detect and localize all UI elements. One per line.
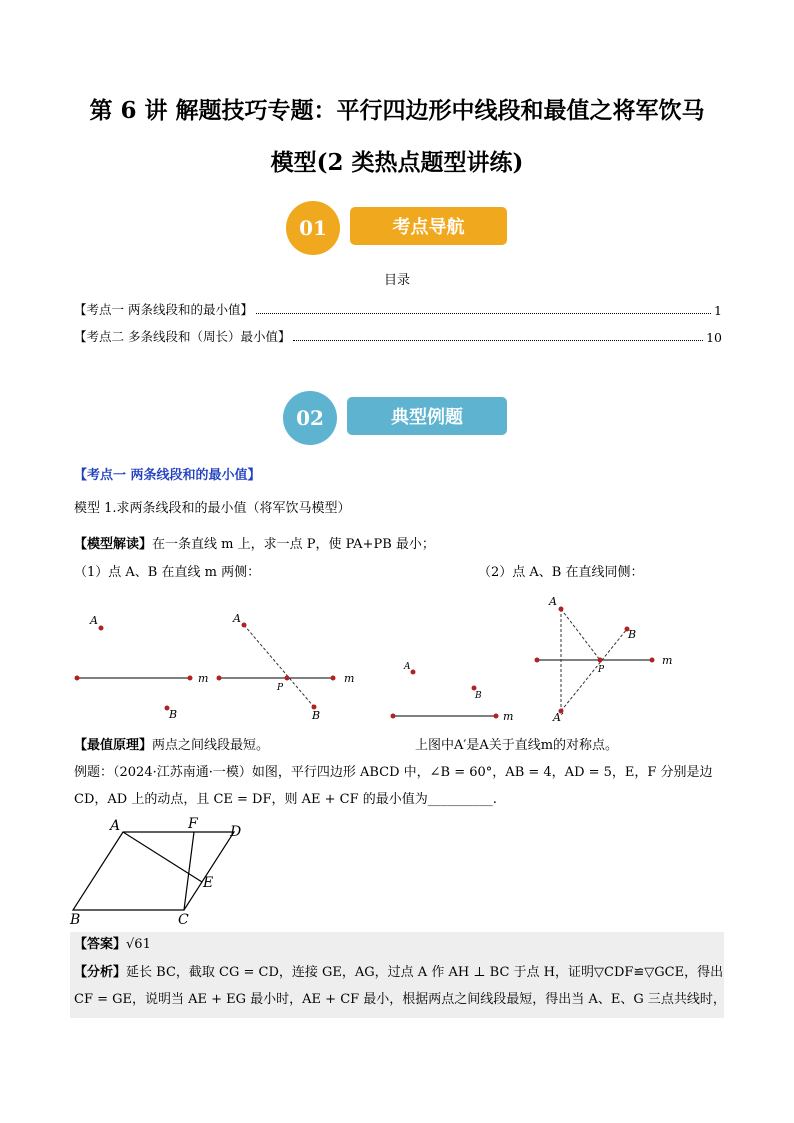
- model-description: [74, 536, 435, 554]
- toc-item-2[interactable]: [74, 327, 722, 345]
- label-a: A: [549, 595, 557, 608]
- toc-item-1-page: 1: [714, 303, 722, 318]
- point-dot: [331, 676, 336, 681]
- toc-item-2-label: 【考点二 多条线段和（周长）最小值】: [74, 329, 291, 344]
- diagram-case1-a: [75, 614, 209, 721]
- principle-note: 上图中A′是A关于直线m的对称点。: [415, 738, 619, 753]
- label-e: E: [203, 875, 214, 891]
- label-b: B: [475, 691, 482, 701]
- label-b: B: [169, 708, 178, 721]
- point-dot: [217, 676, 222, 681]
- label-b: B: [628, 628, 637, 641]
- case2-label: （2）点 A、B 在直线同侧：: [478, 565, 644, 580]
- label-a: A: [110, 818, 121, 834]
- toc-item-1[interactable]: [74, 300, 722, 318]
- label-a: A: [233, 612, 241, 625]
- principle-label: 【最值原理】: [74, 738, 153, 753]
- label-b: B: [312, 709, 321, 722]
- parallelogram-abcd: [73, 832, 234, 910]
- point-dot: [188, 676, 193, 681]
- label-d: D: [230, 824, 242, 840]
- diagram-case1-b: [217, 612, 355, 722]
- diagram-case2-a: [391, 662, 514, 723]
- point-dot: [494, 714, 499, 719]
- toc-leader: [293, 340, 703, 341]
- point-dot: [391, 714, 396, 719]
- label-a-prime: A′: [553, 711, 564, 724]
- parallelogram-figure: [66, 816, 256, 928]
- label-a: A: [404, 662, 411, 672]
- label-p: P: [277, 683, 284, 693]
- analysis-line1: [74, 964, 723, 982]
- point-p: [598, 658, 603, 663]
- label-m: m: [503, 710, 514, 723]
- example-line1: 例题：（2024·江苏南通·一模）如图，平行四边形 ABCD 中，∠B = 60°，AB = 4，AD = 5，E，F 分别是边: [74, 765, 713, 780]
- point-a: [559, 607, 564, 612]
- toc-item-1-label: 【考点一 两条线段和的最小值】: [74, 302, 253, 317]
- point-dot: [75, 676, 80, 681]
- label-b: B: [70, 912, 81, 928]
- section2-label: 典型例题: [347, 397, 507, 435]
- section1-number-badge: 01: [286, 201, 340, 255]
- label-p: P: [598, 665, 605, 675]
- segment-ab: [244, 625, 314, 707]
- page-title-line2: 模型(2 类热点题型讲练): [270, 149, 524, 176]
- analysis-line2: CF = GE，说明当 AE + EG 最小时，AE + CF 最小，根据两点之间线段最短，得出当 A、E、G 三点共线时，: [74, 992, 726, 1007]
- principle-text: 两点之间线段最短。: [152, 738, 270, 753]
- topic1-heading: 【考点一 两条线段和的最小值】: [74, 468, 261, 483]
- answer-row: [74, 936, 151, 954]
- answer-label: 【答案】: [74, 937, 127, 952]
- label-m: m: [662, 654, 673, 667]
- segment-a-prime-b: [561, 629, 627, 711]
- point-dot: [535, 658, 540, 663]
- point-a: [99, 626, 104, 631]
- label-m: m: [198, 672, 209, 685]
- analysis-label: 【分析】: [74, 965, 127, 980]
- analysis-text-1: 延长 BC，截取 CG = CD，连接 GE，AG，过点 A 作 AH ⊥ BC 于点 H，证明▽CDF≌▽GCE，得出: [126, 965, 724, 980]
- label-a: A: [90, 614, 98, 627]
- model-desc-label: 【模型解读】: [74, 537, 153, 552]
- answer-value: √61: [126, 937, 151, 952]
- model-diagrams: [0, 590, 794, 730]
- page-title-line1: 第 6 讲 解题技巧专题：平行四边形中线段和最值之将军饮马: [89, 97, 705, 124]
- point-dot: [650, 658, 655, 663]
- toc-heading: 目录: [383, 273, 410, 288]
- point-a: [411, 670, 416, 675]
- point-a: [242, 623, 247, 628]
- case1-label: （1）点 A、B 在直线 m 两侧：: [74, 565, 261, 580]
- section1-label: 考点导航: [350, 207, 507, 245]
- example-line2: CD，AD 上的动点，且 CE = DF，则 AE + CF 的最小值为__________.: [74, 792, 497, 807]
- model-desc-text: 在一条直线 m 上，求一点 P，使 PA+PB 最小；: [152, 537, 435, 552]
- segment-ae: [123, 832, 202, 882]
- segment-ap: [561, 609, 600, 660]
- label-m: m: [344, 672, 355, 685]
- diagram-case2-b: [535, 595, 673, 724]
- principle: [74, 737, 269, 755]
- point-b: [472, 686, 477, 691]
- label-c: C: [178, 912, 189, 928]
- model-title: 模型 1.求两条线段和的最小值（将军饮马模型）: [74, 501, 351, 516]
- toc-item-2-page: 10: [706, 330, 722, 345]
- point-p: [285, 676, 290, 681]
- toc-leader: [256, 313, 711, 314]
- label-f: F: [188, 816, 198, 832]
- section2-number-badge: 02: [283, 391, 337, 445]
